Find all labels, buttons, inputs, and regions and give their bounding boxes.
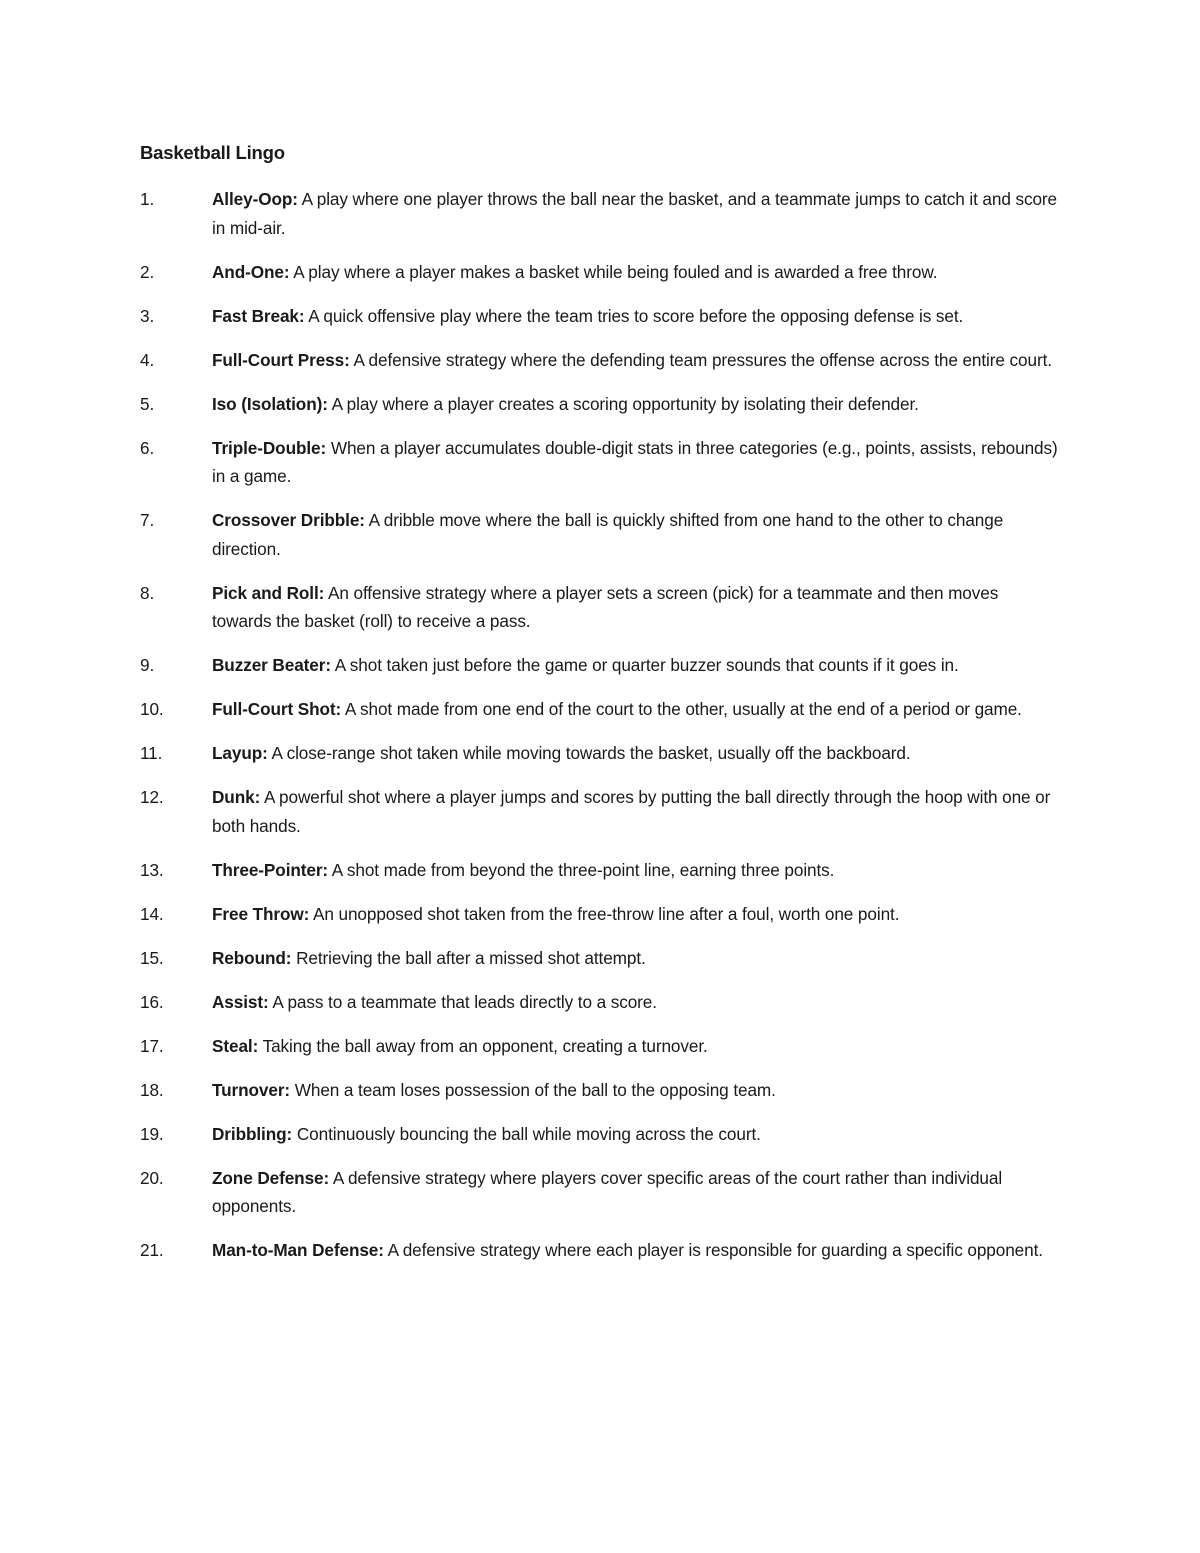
list-item-number: 2.	[140, 261, 155, 282]
term-definition: A powerful shot where a player jumps and scores by putting the ball directly through the hoop with one or both hands.	[212, 787, 1051, 836]
term-definition: A quick offensive play where the team tries to score before the opposing defense is set.	[308, 305, 964, 326]
list-item	[0, 302, 1200, 331]
list-item-number: 17.	[140, 1035, 164, 1056]
list-item	[0, 185, 1200, 242]
term-name: Dunk:	[212, 787, 261, 807]
term-name: Assist:	[212, 991, 269, 1012]
list-item	[0, 506, 1200, 563]
term-name: Buzzer Beater:	[212, 655, 331, 675]
term-name: Rebound:	[212, 947, 292, 968]
list-item-number: 21.	[140, 1240, 164, 1260]
list-item-number: 14.	[140, 903, 164, 924]
list-item-number: 6.	[140, 437, 155, 458]
list-item	[0, 346, 1200, 375]
term-name: Turnover:	[212, 1079, 291, 1100]
list-item	[0, 695, 1200, 724]
list-item-number: 3.	[140, 305, 155, 326]
term-name: Iso (Isolation):	[212, 393, 328, 414]
term-definition: A close-range shot taken while moving towards the basket, usually off the backboard.	[271, 743, 911, 763]
term-name: Layup:	[212, 743, 268, 763]
term-definition: A defensive strategy where players cover specific areas of the court rather than individual opponents.	[212, 1167, 1003, 1216]
term-name: Triple-Double:	[212, 437, 327, 458]
term-definition: An offensive strategy where a player sets a screen (pick) for a teammate and then moves towards the basket (roll) to receive a pass.	[212, 582, 999, 631]
term-name: Full-Court Press:	[212, 349, 350, 370]
term-name: Free Throw:	[212, 903, 310, 924]
term-name: Pick and Roll:	[212, 582, 325, 603]
term-definition: A shot made from one end of the court to the other, usually at the end of a period or game.	[344, 699, 1022, 719]
term-definition: A pass to a teammate that leads directly to a score.	[272, 991, 657, 1012]
list-item-number: 5.	[140, 393, 155, 414]
list-item-number: 4.	[140, 349, 155, 370]
term-definition: An unopposed shot taken from the free-throw line after a foul, worth one point.	[313, 903, 900, 924]
list-item-number: 1.	[140, 189, 155, 209]
term-name: Full-Court Shot:	[212, 699, 342, 719]
term-name: Man-to-Man Defense:	[212, 1240, 384, 1260]
term-definition: A play where a player makes a basket while being fouled and is awarded a free throw.	[293, 261, 938, 282]
list-item	[0, 856, 1200, 885]
term-definition: A defensive strategy where each player is responsible for guarding a specific opponent.	[387, 1240, 1043, 1260]
list-item	[0, 1032, 1200, 1061]
term-definition: When a player accumulates double-digit stats in three categories (e.g., points, assists, rebounds) in a game.	[212, 437, 1058, 486]
term-definition: A dribble move where the ball is quickly shifted from one hand to the other to change direction.	[212, 510, 1004, 559]
term-definition: A defensive strategy where the defending team pressures the offense across the entire court.	[353, 349, 1052, 370]
list-item	[0, 258, 1200, 287]
list-item-number: 7.	[140, 510, 155, 530]
list-item	[0, 1164, 1200, 1221]
term-name: Three-Pointer:	[212, 859, 329, 880]
term-definition: Continuously bouncing the ball while moving across the court.	[296, 1123, 761, 1144]
list-item	[0, 651, 1200, 680]
list-item	[0, 1076, 1200, 1105]
list-item-number: 13.	[140, 859, 164, 880]
list-item-number: 19.	[140, 1123, 164, 1144]
term-definition: A shot made from beyond the three-point line, earning three points.	[331, 859, 835, 880]
term-name: And-One:	[212, 261, 290, 282]
list-item-number: 9.	[140, 655, 155, 675]
list-item-number: 20.	[140, 1167, 164, 1188]
list-item	[0, 739, 1200, 768]
list-item-number: 11.	[140, 743, 163, 763]
list-item-number: 16.	[140, 991, 164, 1012]
list-item	[0, 900, 1200, 929]
list-item	[0, 988, 1200, 1017]
list-item	[0, 944, 1200, 973]
list-item	[0, 579, 1200, 636]
list-item	[0, 1236, 1200, 1265]
list-item-number: 12.	[140, 787, 164, 807]
terms-list	[0, 185, 1200, 1280]
term-name: Crossover Dribble:	[212, 510, 365, 530]
page-title: Basketball Lingo	[140, 142, 285, 163]
term-definition: A play where a player creates a scoring opportunity by isolating their defender.	[331, 393, 919, 414]
term-definition: A play where one player throws the ball near the basket, and a teammate jumps to catch it and score in mid-air.	[212, 189, 1058, 238]
term-definition: A shot taken just before the game or quarter buzzer sounds that counts if it goes in.	[334, 655, 959, 675]
term-name: Zone Defense:	[212, 1167, 330, 1188]
term-name: Fast Break:	[212, 305, 305, 326]
term-definition: When a team loses possession of the ball to the opposing team.	[294, 1079, 776, 1100]
list-item	[0, 783, 1200, 840]
term-definition: Retrieving the ball after a missed shot attempt.	[296, 947, 646, 968]
list-item-number: 18.	[140, 1079, 164, 1100]
list-item	[0, 434, 1200, 491]
list-item-number: 10.	[140, 699, 164, 719]
list-item	[0, 1120, 1200, 1149]
term-name: Alley-Oop:	[212, 189, 298, 209]
list-item-number: 15.	[140, 947, 164, 968]
list-item-number: 8.	[140, 582, 155, 603]
list-item	[0, 390, 1200, 419]
term-name: Steal:	[212, 1035, 259, 1056]
term-definition: Taking the ball away from an opponent, creating a turnover.	[262, 1035, 708, 1056]
term-name: Dribbling:	[212, 1123, 293, 1144]
